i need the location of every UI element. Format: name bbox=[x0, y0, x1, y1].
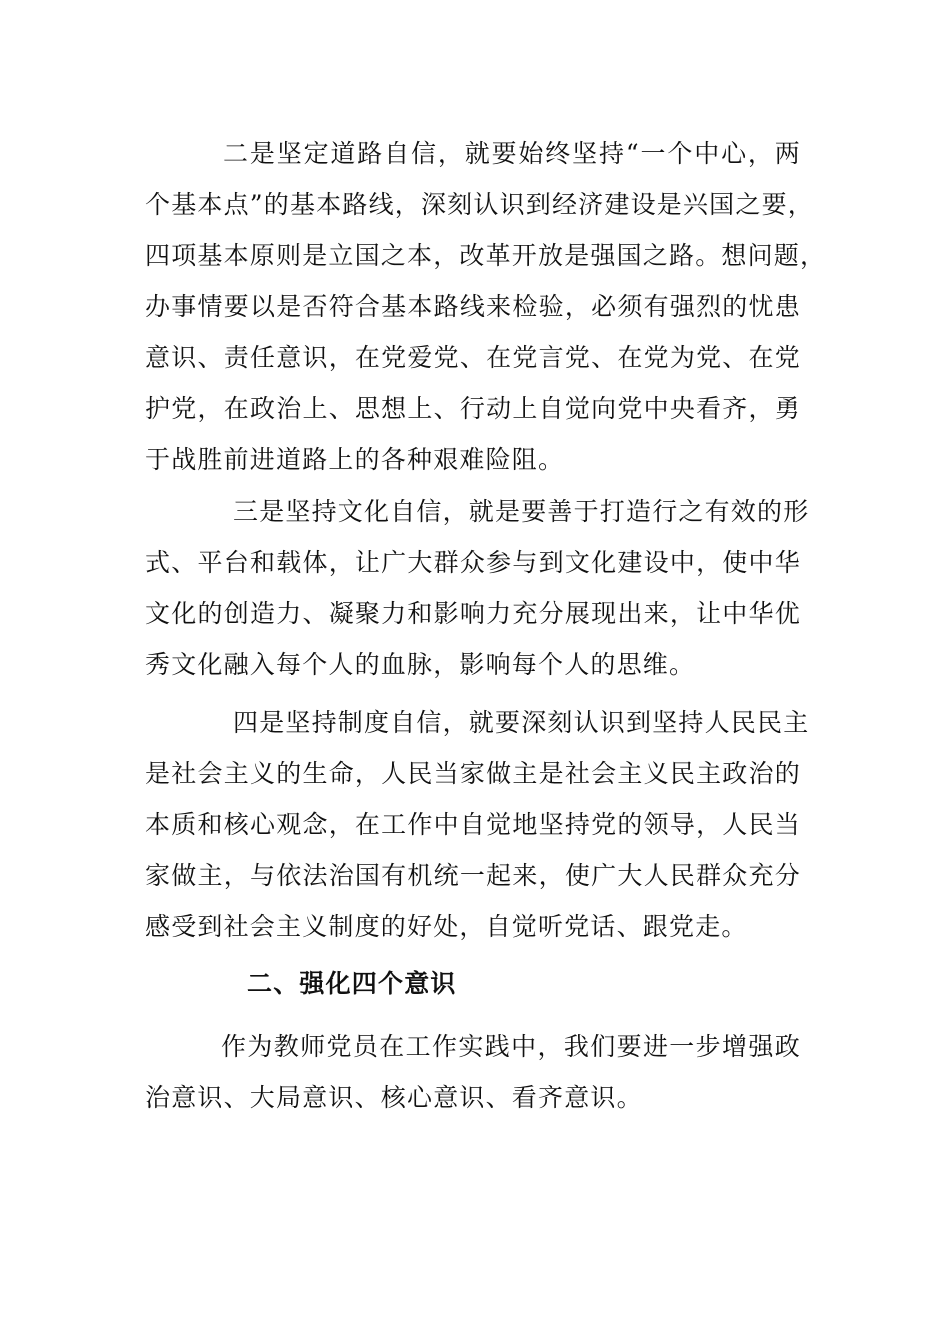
paragraph-line: 本质和核心观念，在工作中自觉地坚持党的领导，人民当 bbox=[145, 810, 801, 839]
paragraph-line: 个基本点”的基本路线，深刻认识到经济建设是兴国之要， bbox=[145, 190, 814, 219]
paragraph-line: 四是坚持制度自信，就要深刻认识到坚持人民民主 bbox=[233, 708, 810, 737]
section-heading: 二、强化四个意识 bbox=[247, 969, 457, 998]
paragraph-line: 四项基本原则是立国之本，改革开放是强国之路。想问题， bbox=[145, 241, 827, 270]
paragraph-line: 式、平台和载体，让广大群众参与到文化建设中，使中华 bbox=[145, 548, 801, 577]
paragraph-system-confidence bbox=[145, 697, 810, 952]
paragraph-line: 意识、责任意识，在党爱党、在党言党、在党为党、在党 bbox=[145, 343, 801, 372]
paragraph-line: 是社会主义的生命，人民当家做主是社会主义民主政治的 bbox=[145, 759, 801, 788]
paragraph-line: 秀文化融入每个人的血脉，影响每个人的思维。 bbox=[145, 650, 696, 679]
paragraph-road-confidence bbox=[145, 128, 827, 485]
paragraph-line: 护党，在政治上、思想上、行动上自觉向党中央看齐，勇 bbox=[145, 394, 801, 423]
paragraph-culture-confidence bbox=[145, 486, 810, 690]
paragraph-line: 家做主，与依法治国有机统一起来，使广大人民群众充分 bbox=[145, 861, 801, 890]
paragraph-four-consciousness bbox=[145, 1021, 801, 1123]
paragraph-line: 文化的创造力、凝聚力和影响力充分展现出来，让中华优 bbox=[145, 599, 801, 628]
paragraph-line: 感受到社会主义制度的好处，自觉听党话、跟党走。 bbox=[145, 912, 748, 941]
paragraph-line: 办事情要以是否符合基本路线来检验，必须有强烈的忧患 bbox=[145, 292, 801, 321]
paragraph-line: 二是坚定道路自信，就要始终坚持“一个中心，两 bbox=[223, 139, 801, 168]
paragraph-line: 于战胜前进道路上的各种艰难险阻。 bbox=[145, 445, 565, 474]
paragraph-line: 三是坚持文化自信，就是要善于打造行之有效的形 bbox=[233, 497, 810, 526]
paragraph-line: 作为教师党员在工作实践中，我们要进一步增强政 bbox=[221, 1032, 801, 1061]
paragraph-line: 治意识、大局意识、核心意识、看齐意识。 bbox=[145, 1083, 643, 1112]
